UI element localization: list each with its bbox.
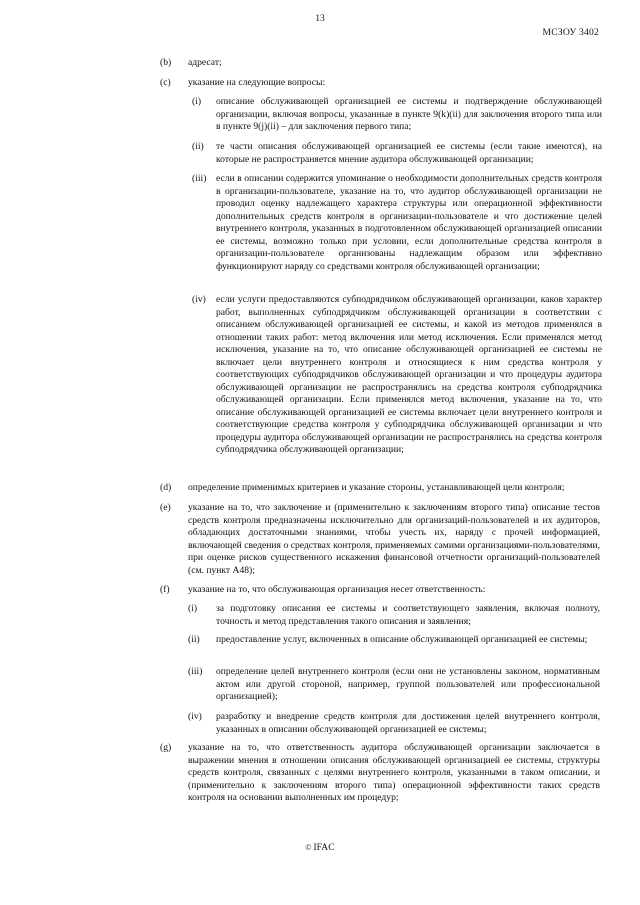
sub-item-text: если услуги предоставляются субподрядчиком обслуживающей организации, каков характер работ, выполненных субподрядчиком обслуживающей организации в соответствии с описанием обслуживающей организацией ее системы, и какой из методов применялся в отношении таких работ: метод включения или метод исключения. Если применялся метод исключения, указание на то, что описание обслуживающей организацией ее системы не включает цели внутреннего контроля и относящиеся к ним средства контроля у соответствующих субподрядчиков обслуживающей организации и что процедуры аудитора обслуживающей организации не распространялись на средства контроля субподрядчика обслуживающей организации. Если применялся метод включения, указание на то, что описание обслуживающей организацией ее системы включает цели внутреннего контроля и соответствующие средства контроля у субподрядчика обслуживающей организации и что процедуры аудитора обслуживающей организации не распространялись на средства контроля субподрядчика обслуживающей организации; (216, 294, 602, 455)
sub-item-text: определение целей внутреннего контроля (если они не установлены законом, нормативным актом или другой стороной, например, группой пользователей или профессиональной организацией); (216, 666, 600, 702)
item-label: (g) (160, 742, 172, 753)
sub-item-text: предоставление услуг, включенных в описание обслуживающей организацией ее системы; (216, 634, 588, 645)
item-text: указание на то, что заключение и (применительно к заключениям второго типа) описание тестов средств контроля предназначены исключительно для организаций-пользователей и их аудиторов, обладающих достаточными знаниями, чтобы учесть их, наряду с прочей информацией, включающей сведения о средствах контроля, применяемых самими организациями-пользователями, при оценке рисков существенного искажения финансовой отчетности организаций-пользователей (см. пункт А48); (188, 502, 600, 576)
item-label: (d) (160, 482, 172, 493)
sub-item-label: (iv) (188, 711, 202, 722)
item-label: (b) (160, 57, 172, 68)
item-label: (c) (160, 77, 171, 88)
sub-item-label: (ii) (192, 141, 204, 152)
sub-item-text: описание обслуживающей организацией ее системы и подтверждение обслуживающей организации, включая вопросы, указанные в пункте 9(k)(ii) для заключения второго типа или в пункте 9(j)(ii) – для заключения первого типа; (216, 96, 602, 132)
sub-item-text: те части описания обслуживающей организацией ее системы (если такие имеются), на которые не распространяется мнение аудитора обслуживающей организации; (216, 141, 602, 165)
item-label: (f) (160, 584, 170, 595)
page-footer (0, 842, 640, 855)
sub-item-label: (iv) (192, 294, 206, 305)
sub-item-label: (i) (188, 603, 198, 614)
copyright-mark: © (305, 843, 312, 852)
item-text: адресат; (188, 57, 222, 68)
item-label: (e) (160, 502, 171, 513)
sub-item-label: (ii) (188, 634, 200, 645)
page-number: 13 (315, 13, 325, 24)
sub-item-text: за подготовку описания ее системы и соответствующего заявления, включая полноту, точность и метод представления такого описания и заявления; (216, 603, 600, 627)
sub-item-text: разработку и внедрение средств контроля для достижения целей внутреннего контроля, указанных в описании обслуживающей организацией ее системы; (216, 711, 600, 735)
sub-item-label: (iii) (188, 666, 203, 677)
item-text: указание на то, что ответственность аудитора обслуживающей организации заключается в выражении мнения в отношении описания обслуживающей организацией ее системы, структуры средств контроля, связанных с целями внутреннего контроля, указанными в таком описании, и (применительно к заключениям второго типа) операционной эффективности таких средств контроля на основании выполненных им процедур; (188, 742, 600, 803)
sub-item-label: (i) (192, 96, 202, 107)
sub-item-label: (iii) (192, 173, 207, 184)
publisher-name: IFAC (313, 842, 335, 853)
document-code: МСЗОУ 3402 (542, 27, 599, 38)
item-text: указание на следующие вопросы: (188, 77, 326, 88)
item-text: указание на то, что обслуживающая организация несет ответственность: (188, 584, 486, 595)
sub-item-text: если в описании содержится упоминание о необходимости дополнительных средств контроля в организации-пользователе, указание на то, что аудитор обслуживающей организации не проводил оценку надлежащего характера структуры или операционной эффективности дополнительных средств контроля в организации-пользователе и что достижение целей внутреннего контроля, указанных в подготовленном обслуживающей организацией описании ее системы, возможно только при условии, если дополнительные средства контроля в организации-пользователе организованы надлежащим образом или эффективно функционируют наряду со средствами контроля обслуживающей организации; (216, 173, 602, 272)
item-text: определение применимых критериев и указание стороны, устанавливающей цели контроля; (188, 482, 565, 493)
